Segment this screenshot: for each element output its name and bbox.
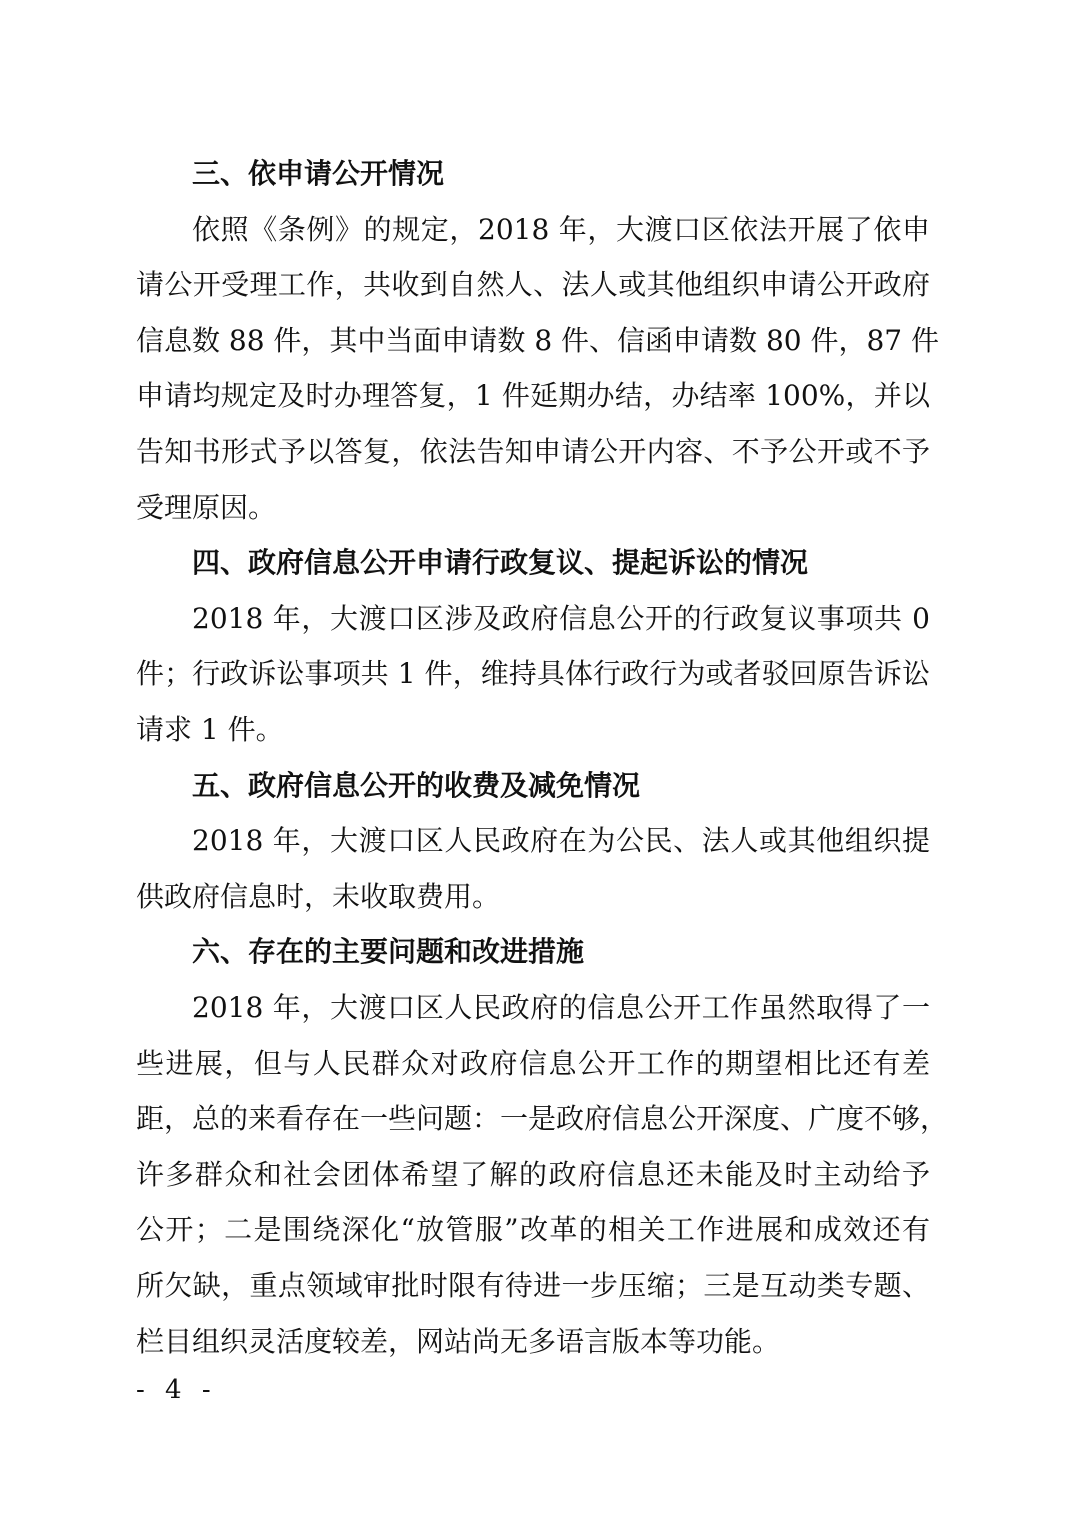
- paragraph-line: 信息数 88 件，其中当面申请数 8 件、信函申请数 80 件，87 件: [136, 323, 940, 357]
- paragraph-line: 2018 年，大渡口区人民政府在为公民、法人或其他组织提: [192, 824, 930, 858]
- paragraph-line: 许多群众和社会团体希望了解的政府信息还未能及时主动给予: [136, 1157, 930, 1191]
- paragraph-line: 请公开受理工作，共收到自然人、法人或其他组织申请公开政府: [136, 268, 930, 302]
- paragraph-line: 些进展，但与人民群众对政府信息公开工作的期望相比还有差: [136, 1046, 930, 1080]
- paragraph-line: 件；行政诉讼事项共 1 件，维持具体行政行为或者驳回原告诉讼: [136, 657, 930, 691]
- paragraph-line: 受理原因。: [136, 490, 277, 524]
- paragraph-line: 公开；二是围绕深化“放管服”改革的相关工作进展和成效还有: [136, 1213, 930, 1247]
- section-heading: 四、政府信息公开申请行政复议、提起诉讼的情况: [192, 546, 809, 580]
- section-heading: 三、依申请公开情况: [192, 157, 445, 190]
- paragraph-line: 栏目组织灵活度较差，网站尚无多语言版本等功能。: [136, 1324, 781, 1358]
- paragraph-line: 距，总的来看存在一些问题：一是政府信息公开深度、广度不够，: [136, 1102, 949, 1136]
- paragraph-line: 2018 年，大渡口区人民政府的信息公开工作虽然取得了一: [192, 991, 930, 1024]
- paragraph-line: 告知书形式予以答复，依法告知申请公开内容、不予公开或不予: [136, 435, 930, 468]
- section-heading: 五、政府信息公开的收费及减免情况: [192, 768, 641, 802]
- paragraph-line: 请求 1 件。: [136, 713, 284, 746]
- paragraph-line: 所欠缺，重点领域审批时限有待进一步压缩；三是互动类专题、: [136, 1269, 930, 1302]
- page-number: - 4 -: [136, 1375, 217, 1405]
- paragraph-line: 申请均规定及时办理答复，1 件延期办结，办结率 100%，并以: [136, 379, 930, 413]
- paragraph-line: 依照《条例》的规定，2018 年，大渡口区依法开展了依申: [192, 212, 930, 246]
- paragraph-line: 供政府信息时，未收取费用。: [136, 879, 501, 913]
- section-heading: 六、存在的主要问题和改进措施: [192, 935, 585, 969]
- paragraph-line: 2018 年，大渡口区涉及政府信息公开的行政复议事项共 0: [192, 601, 930, 635]
